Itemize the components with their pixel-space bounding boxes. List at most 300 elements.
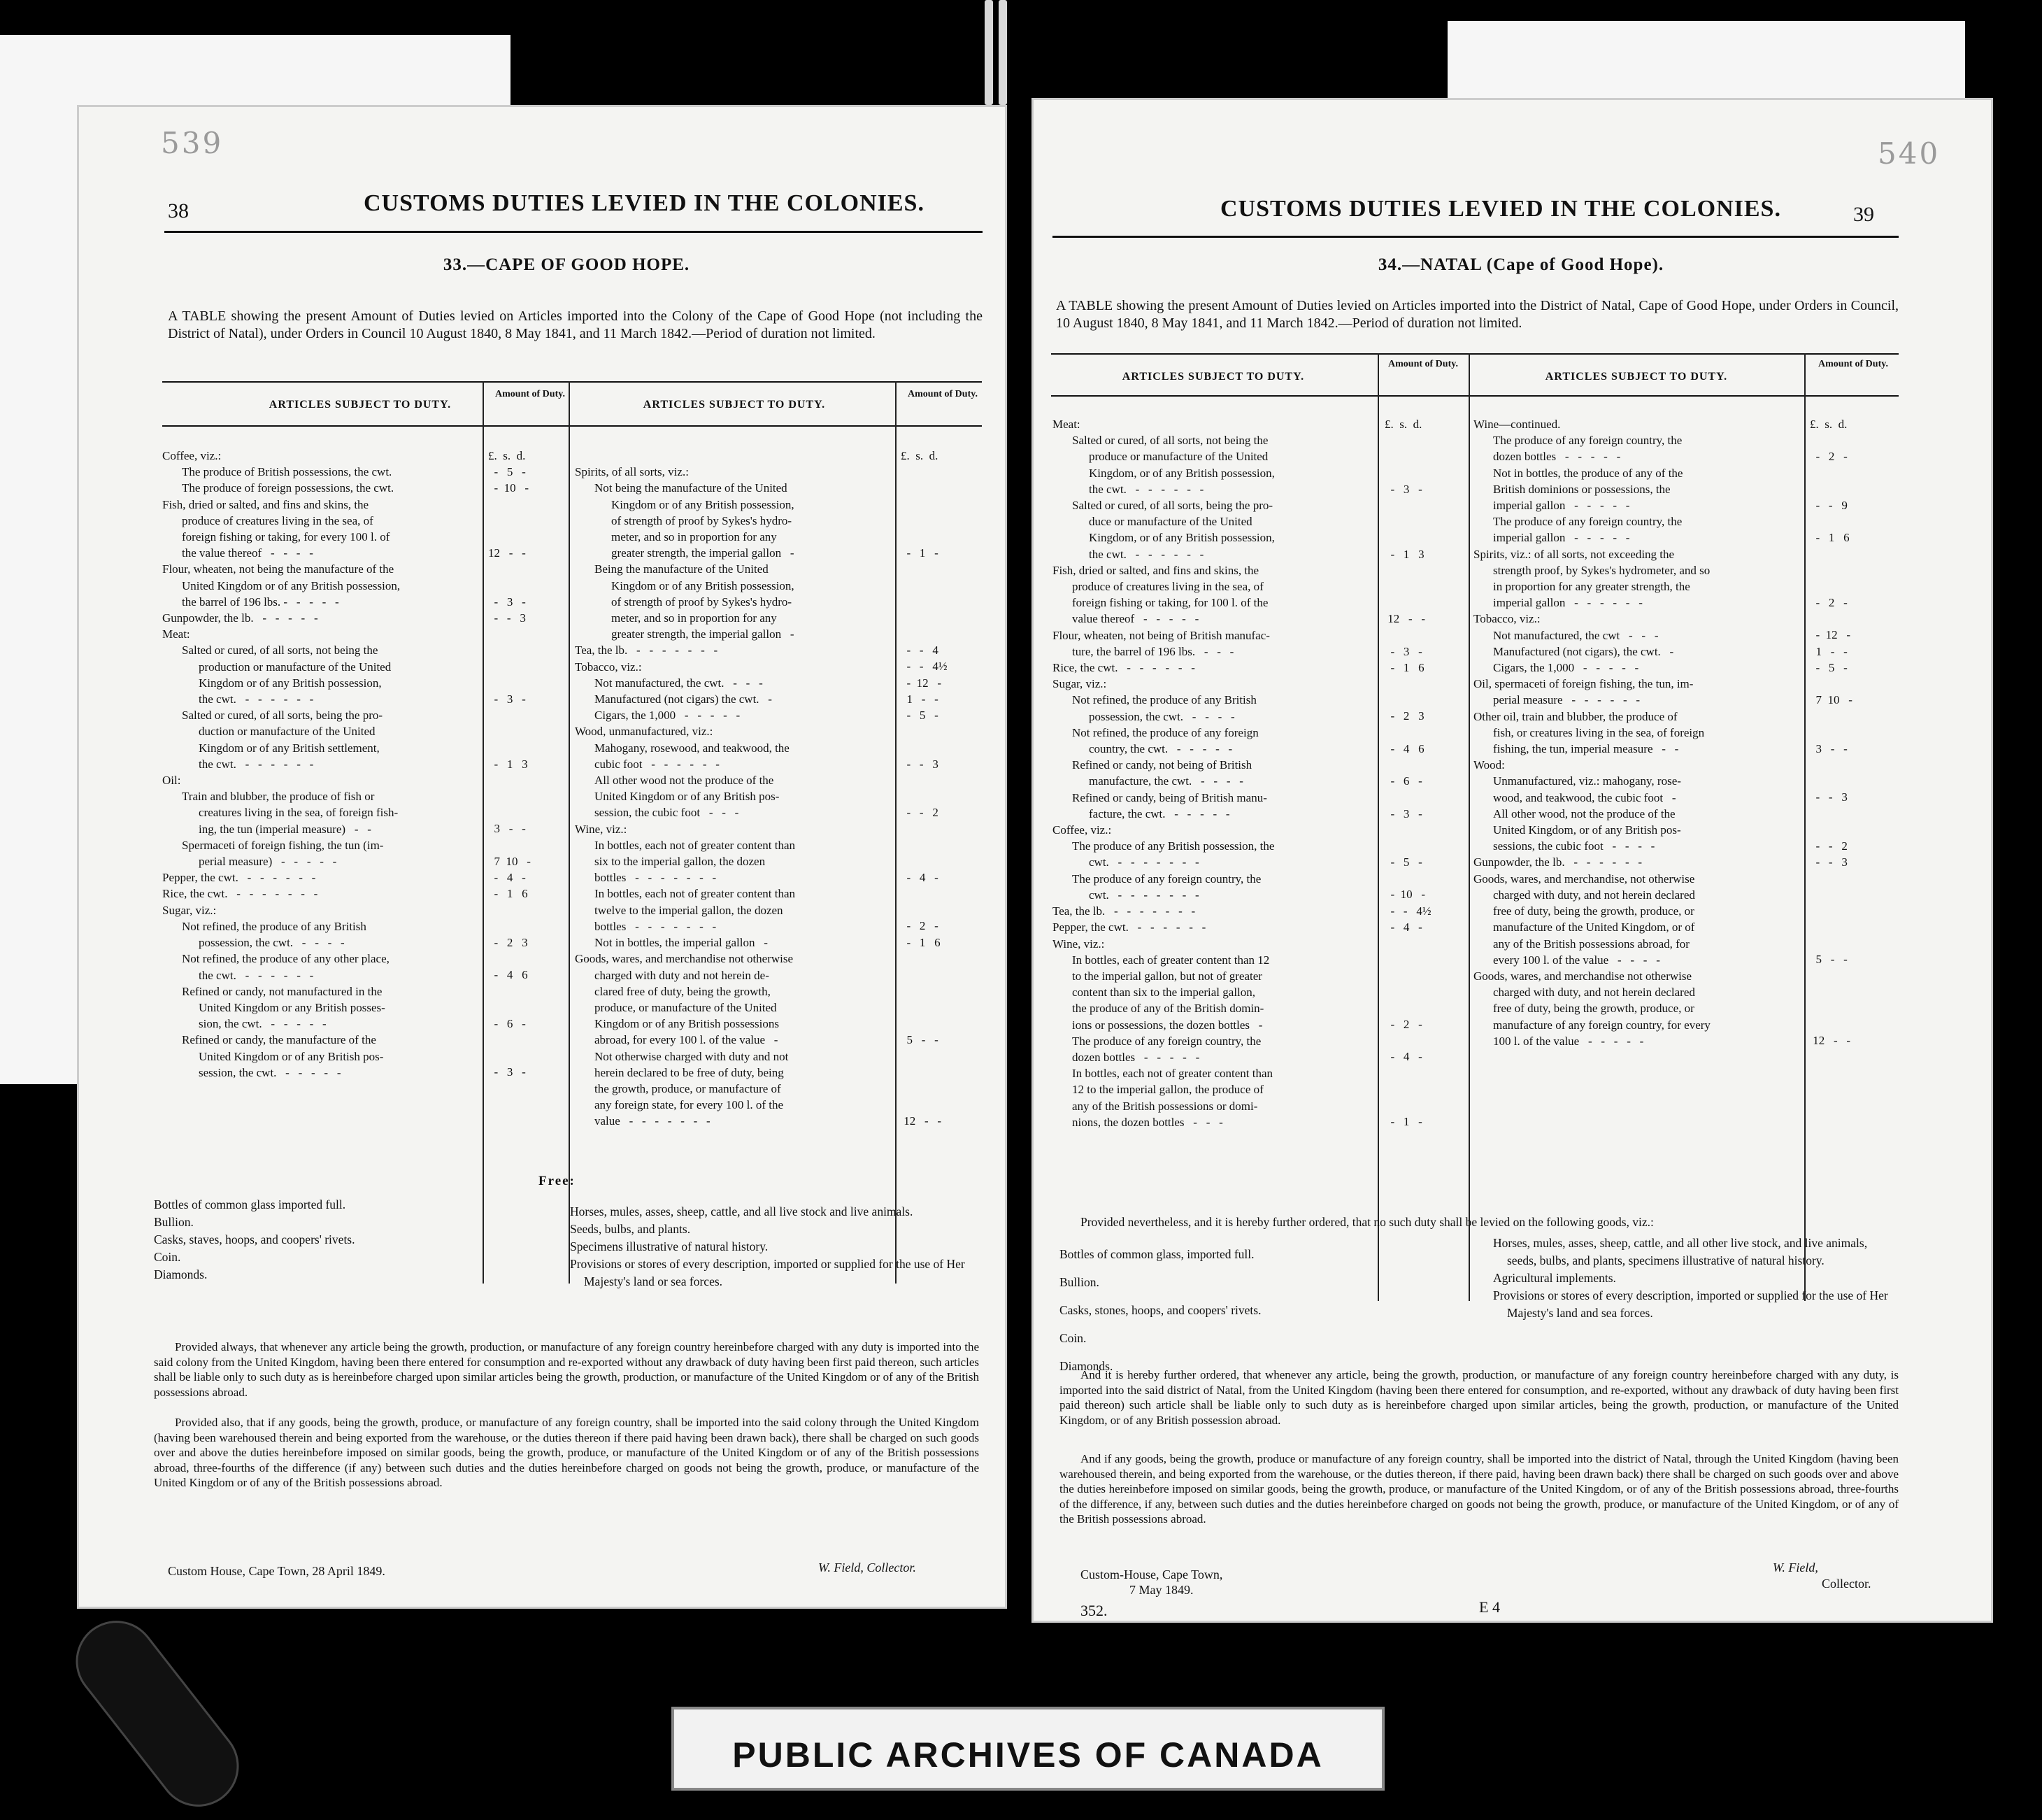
duty-amount: [1810, 1016, 1897, 1032]
table-entry: Oil, spermaceti of foreign fishing, the tun, im-: [1473, 677, 1694, 691]
table-entry: The produce of any foreign country, the: [1493, 434, 1683, 448]
table-entry: Coffee, viz.:: [1052, 823, 1112, 837]
amounts-list: [901, 448, 978, 1129]
table-entry: ture, the barrel of 196 lbs. - - -: [1072, 644, 1234, 658]
duty-amount: - 3 -: [488, 595, 526, 609]
table-entry: every 100 l. of the value - - - -: [1493, 953, 1660, 967]
table-entry: cwt. - - - - - - -: [1089, 855, 1199, 869]
table-entry: clared free of duty, being the growth,: [594, 984, 771, 998]
table-entry: Fish, dried or salted, and fins and skins, the: [1052, 563, 1259, 577]
duty-amount: [901, 529, 978, 545]
duty-amount: [1385, 465, 1465, 481]
duty-amount: [901, 1064, 978, 1080]
amounts-list: [1810, 416, 1897, 1048]
table-entry: Pepper, the cwt. - - - - - -: [1052, 920, 1206, 934]
free-list-right: [1493, 1235, 1899, 1322]
duty-amount: - 1 6: [1810, 531, 1850, 545]
table-entry: duce or manufacture of the United: [1089, 515, 1252, 529]
table-entry: six to the imperial gallon, the dozen: [594, 855, 766, 869]
duty-amount: [901, 902, 978, 918]
column-header-articles: ARTICLES SUBJECT TO DUTY.: [269, 399, 452, 411]
table-entry: Flour, wheaten, not being the manufacture of the: [162, 562, 394, 576]
table-entry: Rice, the cwt. - - - - - - -: [162, 887, 318, 901]
table-entry: any of the British possessions abroad, for: [1493, 937, 1690, 951]
preamble: A TABLE showing the present Amount of Duties levied on Articles imported into the Colony of the Cape of Good Hope (not including the District of Natal), under Orders in Council 10 August 1840, 8 May 1841, and 11 March 1842.—Period of duration not limited.: [168, 308, 983, 341]
table-entry: Manufactured (not cigars) the cwt. -: [594, 692, 772, 706]
duty-amount: [488, 999, 565, 1015]
duty-amount: [901, 853, 978, 869]
free-item: Provisions or stores of every description, imported or supplied for the use of Her Majesty's land and sea forces.: [1493, 1288, 1888, 1320]
duty-amount: [1810, 773, 1897, 789]
table-entry: in proportion for any greater strength, the: [1493, 580, 1690, 594]
duty-amount: 12 - -: [1385, 612, 1426, 626]
duty-amount: - 1 -: [1385, 1115, 1422, 1129]
duty-amount: [901, 886, 978, 902]
table-entry: Not manufactured, the cwt - - -: [1493, 628, 1659, 642]
table-entry: Goods, wares, and merchandise not otherwise: [1473, 969, 1692, 983]
table-entry: produce of creatures living in the sea, of: [182, 513, 373, 527]
table-entry: The produce of any British possession, the: [1072, 839, 1275, 853]
table-entry: charged with duty, and not herein declared: [1493, 888, 1695, 902]
head-rule: [1052, 236, 1899, 238]
duty-amount: [901, 464, 978, 480]
duty-amount: [1810, 465, 1897, 481]
duty-amount: [901, 837, 978, 853]
duty-amount: [1810, 546, 1897, 562]
table-entry: twelve to the imperial gallon, the dozen: [594, 903, 783, 917]
table-entry: perial measure) - - - - -: [199, 855, 337, 869]
articles-list: [1473, 416, 1801, 1049]
duty-amount: 5 - -: [901, 1032, 938, 1046]
duty-amount: [1385, 822, 1465, 838]
table-entry: United Kingdom or of any British pos-: [199, 1049, 384, 1063]
duty-amount: [1810, 757, 1897, 773]
duty-amount: [488, 804, 565, 820]
table-entry: possession, the cwt. - - - -: [1089, 709, 1235, 723]
provision-note: Provided also, that if any goods, being the growth, produce, or manufacture of any foreign country, shall be imported into the said colony through the United Kingdom (having been warehoused therein and being exported from the warehouse, or the duties thereon if there paid having been drawn back), there shall be charged on such goods over and above the duties hereinbefore imposed on similar goods, being the growth, produce, or manufacture of the United Kingdom or of any of the British possessions abroad, three-fourths of the difference (if any) between such duties and the duties hereinbefore charged on goods not being the growth, produce, or manufacture of the United Kingdom or of any of the British possessions abroad.: [154, 1416, 979, 1489]
duty-amount: [1385, 676, 1465, 692]
duty-amount: - 5 -: [1385, 855, 1422, 869]
duty-amount: - 3 -: [1385, 644, 1422, 658]
table-entry: produce, or manufacture of the United: [594, 1000, 777, 1014]
duty-amount: - 2 -: [1385, 1017, 1422, 1031]
table-entry: The produce of any foreign country, the: [1493, 515, 1683, 529]
duty-amount: - 4 -: [488, 870, 526, 884]
table-entry: sessions, the cubic foot - - - -: [1493, 839, 1655, 853]
archive-banner: [671, 1707, 1385, 1791]
duty-amount: - 1 6: [1385, 660, 1425, 674]
header-bottom-rule: [1051, 395, 1899, 397]
table-entry: ions or possessions, the dozen bottles -: [1072, 1018, 1263, 1032]
duty-amount: - 2 -: [901, 919, 938, 933]
duty-amount: - 4 6: [1385, 741, 1425, 755]
free-label: Free:: [538, 1174, 576, 1188]
table-entry: Mahogany, rosewood, and teakwood, the: [594, 741, 790, 755]
column-divider: [1804, 353, 1806, 1301]
duty-amount: [1810, 432, 1897, 448]
duty-amount: - - 4: [901, 644, 938, 657]
table-entry: Cigars, the 1,000 - - - - -: [594, 709, 741, 723]
duty-amount: [1385, 967, 1465, 983]
free-item: Casks, staves, hoops, and coopers' rivets.: [154, 1232, 355, 1246]
archive-banner-text: PUBLIC ARCHIVES OF CANADA: [732, 1735, 1324, 1775]
articles-list: [1052, 416, 1374, 1130]
table-entry: Salted or cured, of all sorts, being the pro-: [182, 709, 383, 723]
table-entry: Wine, viz.:: [575, 822, 627, 836]
duty-amount: [1810, 578, 1897, 595]
duty-amount: [488, 739, 565, 755]
table-entry: Coffee, viz.:: [162, 449, 222, 462]
table-entry: imperial gallon - - - - -: [1493, 499, 1630, 513]
duty-amount: [901, 820, 978, 837]
signature-title: Collector.: [1822, 1577, 1871, 1591]
duty-amount: 12 - -: [901, 1114, 942, 1128]
table-entry: Sugar, viz.:: [1052, 677, 1107, 691]
table-entry: greater strength, the imperial gallon -: [611, 627, 794, 641]
table-entry: In bottles, each of greater content than 12: [1072, 953, 1270, 967]
duty-amount: 12 - -: [488, 546, 526, 560]
table-entry: manufacture of any foreign country, for every: [1493, 1018, 1711, 1032]
amounts-list: [488, 448, 565, 1080]
free-item: Bullion.: [154, 1215, 194, 1229]
duty-amount: [1385, 789, 1465, 805]
duty-amount: [901, 626, 978, 642]
table-entry: Unmanufactured, viz.: mahogany, rose-: [1493, 774, 1681, 788]
table-entry: fish, or creatures living in the sea, of foreign: [1493, 725, 1705, 739]
duty-amount: £. s. d.: [1810, 418, 1848, 431]
table-entry: content than six to the imperial gallon,: [1072, 986, 1256, 1000]
column-header-articles: ARTICLES SUBJECT TO DUTY.: [1545, 371, 1728, 383]
duty-amount: £. s. d.: [488, 449, 526, 462]
table-entry: Refined or candy, being of British manu-: [1072, 790, 1267, 804]
duty-amount: £. s. d.: [1385, 418, 1422, 431]
table-entry: duction or manufacture of the United: [199, 725, 376, 739]
table-entry: any foreign state, for every 100 l. of the: [594, 1098, 784, 1112]
articles-list: [162, 448, 480, 1081]
table-entry: country, the cwt. - - - - -: [1089, 742, 1233, 756]
table-entry: creatures living in the sea, of foreign fish-: [199, 806, 399, 820]
table-entry: bottles - - - - - - -: [594, 871, 717, 885]
table-entry: [575, 448, 893, 464]
duty-amount: [488, 497, 565, 513]
page-number: 38: [168, 199, 189, 222]
table-entry: Meat:: [162, 627, 190, 641]
free-item: Seeds, bulbs, and plants.: [570, 1222, 691, 1236]
duty-amount: - 1 6: [901, 935, 941, 949]
column-divider: [569, 381, 570, 1284]
duty-amount: [488, 772, 565, 788]
duty-amount: [901, 772, 978, 788]
duty-amount: - 2 -: [1810, 596, 1848, 610]
table-entry: Rice, the cwt. - - - - - -: [1052, 661, 1195, 675]
table-entry: Tobacco, viz.:: [1473, 612, 1541, 626]
table-entry: Flour, wheaten, not being of British manufac-: [1052, 628, 1270, 642]
duty-amount: - 10 -: [1385, 888, 1426, 902]
duty-amount: [1385, 1065, 1465, 1081]
free-item: Horses, mules, asses, sheep, cattle, and all other live stock, and live animals, seeds, bulbs, and plants, specimens illustrative of natural history.: [1493, 1236, 1868, 1267]
table-entry: Not refined, the produce of any British: [1072, 693, 1257, 707]
table-entry: Train and blubber, the produce of fish or: [182, 790, 375, 804]
table-entry: any of the British possessions or domi-: [1072, 1099, 1258, 1113]
duty-amount: [1385, 627, 1465, 643]
duty-amount: [488, 983, 565, 999]
duty-amount: - 1 -: [901, 546, 938, 560]
free-item: Coin.: [154, 1250, 181, 1264]
page-stamp: 539: [161, 126, 224, 160]
duty-amount: - 10 -: [488, 481, 529, 495]
duty-amount: [488, 578, 565, 594]
free-list-left: [154, 1196, 517, 1284]
table-entry: strength proof, by Sykes's hydrometer, and so: [1493, 563, 1711, 577]
table-entry: greater strength, the imperial gallon -: [611, 546, 794, 560]
duty-amount: [901, 788, 978, 804]
table-entry: Tea, the lb. - - - - - - -: [575, 644, 718, 657]
table-entry: of strength of proof by Sykes's hydro-: [611, 595, 792, 609]
duty-amount: [1385, 984, 1465, 1000]
column-header-amount: Amount of Duty.: [1388, 359, 1458, 369]
section-title: 34.—NATAL (Cape of Good Hope).: [1378, 255, 1664, 274]
table-entry: nions, the dozen bottles - - -: [1072, 1115, 1223, 1129]
table-entry: United Kingdom or of any British possession,: [182, 578, 401, 592]
duty-amount: 7 10 -: [1810, 693, 1852, 707]
duty-amount: [1385, 529, 1465, 546]
table-entry: produce of creatures living in the sea, of: [1072, 580, 1264, 594]
duty-amount: 7 10 -: [488, 854, 531, 868]
articles-list: [575, 448, 893, 1130]
duty-amount: 3 - -: [488, 822, 526, 836]
table-entry: the cwt. - - - - - -: [199, 757, 314, 771]
duty-amount: - 2 -: [1810, 450, 1848, 464]
duty-amount: [1810, 1000, 1897, 1016]
table-entry: free of duty, being the growth, produce, or: [1493, 1002, 1694, 1016]
table-entry: Cigars, the 1,000 - - - - -: [1493, 661, 1639, 675]
duty-amount: [488, 788, 565, 804]
free-item: Provisions or stores of every description, imported or supplied for the use of Her Majesty's land or sea forces.: [570, 1257, 965, 1288]
duty-amount: [488, 951, 565, 967]
column-divider: [483, 381, 484, 1284]
duty-amount: [1385, 595, 1465, 611]
table-entry: Refined or candy, not manufactured in the: [182, 984, 383, 998]
provision-note: And it is hereby further ordered, that whenever any article, being the growth, production, or manufacture of any foreign country hereinbefore charged with any duty, is imported into the said district of Natal, from the United Kingdom (having been there entered for consumption, and re-exported, without any drawback of duty having been first paid thereon) such article shall be liable only to such duty as is hereinbefore charged upon similar articles, being the growth, production, or manufacture of the United Kingdom, or of any British possession abroad.: [1059, 1368, 1899, 1427]
duty-amount: [1810, 919, 1897, 935]
header-bottom-rule: [162, 425, 982, 427]
table-entry: to the imperial gallon, but not of greater: [1072, 969, 1262, 983]
column-divider: [1378, 353, 1379, 1301]
duty-amount: [488, 707, 565, 723]
duty-amount: £. s. d.: [901, 449, 938, 462]
duty-amount: - 2 3: [1385, 709, 1425, 723]
table-entry: dozen bottles - - - - -: [1493, 450, 1621, 464]
duty-amount: [1385, 951, 1465, 967]
duty-amount: - 3 -: [1385, 806, 1422, 820]
duty-amount: - - 2: [901, 806, 938, 820]
table-entry: ing, the tun (imperial measure) - -: [199, 822, 371, 836]
table-entry: Tea, the lb. - - - - - - -: [1052, 904, 1196, 918]
duty-amount: [488, 675, 565, 691]
table-entry: perial measure - - - - - -: [1493, 693, 1641, 707]
table-entry: facture, the cwt. - - - - -: [1089, 806, 1230, 820]
table-entry: session, the cwt. - - - - -: [199, 1065, 341, 1079]
duty-amount: [1385, 870, 1465, 886]
table-entry: the growth, produce, or manufacture of: [594, 1081, 781, 1095]
duty-amount: [901, 983, 978, 999]
table-top-rule: [162, 381, 982, 383]
signature-date: 7 May 1849.: [1129, 1583, 1194, 1597]
duty-amount: [901, 739, 978, 755]
table-entry: Pepper, the cwt. - - - - - -: [162, 871, 316, 885]
duty-amount: [901, 1048, 978, 1064]
duty-amount: - 5 -: [901, 709, 938, 722]
table-entry: The produce of foreign possessions, the cwt.: [182, 481, 394, 495]
duty-amount: [1385, 1032, 1465, 1048]
table-entry: United Kingdom, or of any British pos-: [1493, 823, 1681, 837]
duty-amount: [1810, 725, 1897, 741]
table-entry: Manufactured (not cigars), the cwt. -: [1493, 644, 1674, 658]
duty-amount: [901, 594, 978, 610]
table-entry: Salted or cured, of all sorts, not being the: [182, 644, 378, 657]
duty-amount: [1385, 432, 1465, 448]
signature-place: Custom-House, Cape Town,: [1080, 1567, 1223, 1581]
free-item: Coin.: [1059, 1331, 1087, 1345]
duty-amount: [1385, 448, 1465, 464]
table-entry: Kingdom, or of any British possession,: [1089, 531, 1275, 545]
table-entry: value thereof - - - - -: [1072, 612, 1199, 626]
table-entry: Not in bottles, the produce of any of the: [1493, 466, 1683, 480]
table-entry: Not in bottles, the imperial gallon -: [594, 936, 768, 950]
duty-amount: [1810, 708, 1897, 724]
duty-amount: [488, 918, 565, 934]
duty-amount: [1810, 984, 1897, 1000]
duty-amount: [1810, 886, 1897, 902]
free-list-left: [1059, 1240, 1451, 1380]
duty-amount: [488, 626, 565, 642]
duty-amount: [901, 999, 978, 1015]
table-entry: Not refined, the produce of any foreign: [1072, 725, 1259, 739]
duty-amount: [901, 967, 978, 983]
table-entry: 100 l. of the value - - - - -: [1493, 1034, 1644, 1048]
table-entry: Kingdom, or of any British possession,: [1089, 466, 1275, 480]
table-entry: Not otherwise charged with duty and not: [594, 1049, 789, 1063]
table-entry: the cwt. - - - - - -: [1089, 482, 1204, 496]
duty-amount: - - 3: [901, 757, 938, 771]
duty-amount: [1810, 611, 1897, 627]
duty-amount: [488, 658, 565, 674]
duty-amount: - 4 -: [901, 870, 938, 884]
table-entry: wood, and teakwood, the cubic foot -: [1493, 790, 1676, 804]
table-entry: bottles - - - - - - -: [594, 919, 717, 933]
duty-amount: [1810, 870, 1897, 886]
table-entry: British dominions or possessions, the: [1493, 482, 1671, 496]
duty-amount: [1385, 1081, 1465, 1097]
duty-amount: - 5 -: [488, 465, 526, 479]
free-list-right: [570, 1203, 983, 1291]
column-header-articles: ARTICLES SUBJECT TO DUTY.: [643, 399, 826, 411]
table-entry: Meat:: [1052, 418, 1080, 431]
duty-amount: [1385, 1000, 1465, 1016]
table-entry: the cwt. - - - - - -: [199, 692, 314, 706]
duty-amount: [1385, 513, 1465, 529]
table-entry: Not manufactured, the cwt. - - -: [594, 676, 763, 690]
footer-signature-mark: E 4: [1479, 1598, 1500, 1616]
section-title: 33.—CAPE OF GOOD HOPE.: [443, 255, 690, 274]
duty-amount: - - 3: [1810, 855, 1848, 869]
duty-amount: [901, 1080, 978, 1096]
table-entry: Wood, unmanufactured, viz.:: [575, 725, 713, 739]
table-entry: cubic foot - - - - - -: [594, 757, 720, 771]
table-entry: sion, the cwt. - - - - -: [199, 1017, 327, 1031]
signature-place: Custom House, Cape Town, 28 April 1849.: [168, 1564, 385, 1578]
duty-amount: [488, 1032, 565, 1048]
table-entry: Salted or cured, of all sorts, not being the: [1072, 434, 1269, 448]
footer-number: 352.: [1080, 1602, 1108, 1619]
duty-amount: [1810, 903, 1897, 919]
table-entry: Being the manufacture of the United: [594, 562, 769, 576]
duty-amount: 1 - -: [1810, 644, 1848, 658]
column-header-amount: Amount of Duty.: [1818, 359, 1888, 369]
table-entry: cwt. - - - - - - -: [1089, 888, 1199, 902]
table-entry: All other wood not the produce of the: [594, 774, 774, 788]
duty-amount: [1810, 562, 1897, 578]
table-entry: Goods, wares, and merchandise not otherwise: [575, 952, 794, 966]
column-header-amount: Amount of Duty.: [495, 389, 565, 399]
duty-amount: - - 3: [1810, 790, 1848, 804]
duty-amount: 5 - -: [1810, 953, 1848, 967]
table-entry: Not refined, the produce of any other place,: [182, 952, 390, 966]
table-entry: foreign fishing or taking, for every 100 l. of: [182, 530, 390, 544]
table-entry: Not refined, the produce of any British: [182, 919, 366, 933]
duty-amount: - 12 -: [1810, 628, 1851, 642]
table-entry: The produce of British possessions, the cwt.: [182, 465, 392, 479]
left-page: [77, 105, 1007, 1609]
provided-line: Provided nevertheless, and it is hereby further ordered, that no such duty shall be levied on the following goods, viz.:: [1080, 1215, 1654, 1229]
table-entry: Sugar, viz.:: [162, 903, 217, 917]
duty-amount: [1810, 806, 1897, 822]
table-entry: Spermaceti of foreign fishing, the tun (im-: [182, 838, 384, 852]
duty-amount: [901, 578, 978, 594]
column-divider: [895, 381, 897, 1284]
duty-amount: 1 - -: [901, 692, 938, 706]
table-entry: charged with duty and not herein de-: [594, 968, 769, 982]
provision-note: And if any goods, being the growth, produce or manufacture of any foreign country, shall be imported into the district of Natal, through the United Kingdom (having been warehoused therein, and being exported from the warehouse, or the duties thereon, if there paid, having been drawn back) there shall be charged on such goods over and above the duties hereinbefore imposed on similar goods, being the growth, produce, or manufacture of the United Kingdom, or of any of the British possessions abroad, three-fourths of the difference, if any, between such duties and the duties hereinbefore charged on goods not being the growth, produce, or manufacture of the United Kingdom, or of any of the British possessions abroad.: [1059, 1452, 1899, 1526]
duty-amount: [1385, 562, 1465, 578]
free-item: Diamonds.: [154, 1267, 208, 1281]
duty-amount: - 1 3: [1385, 547, 1425, 561]
table-entry: In bottles, each not of greater content than: [594, 887, 795, 901]
duty-amount: 3 - -: [1810, 741, 1848, 755]
duty-amount: [901, 480, 978, 496]
table-entry: Salted or cured, of all sorts, being the pro-: [1072, 499, 1273, 513]
duty-amount: - 1 3: [488, 757, 528, 771]
running-head: CUSTOMS DUTIES LEVIED IN THE COLONIES.: [1220, 196, 1781, 222]
duty-amount: [488, 642, 565, 658]
table-entry: meter, and so in proportion for any: [611, 611, 777, 625]
table-entry: Not being the manufacture of the United: [594, 481, 787, 495]
duty-amount: - - 3: [488, 611, 526, 625]
duty-amount: [901, 497, 978, 513]
table-entry: Spirits, viz.: of all sorts, not exceeding the: [1473, 547, 1675, 561]
duty-amount: [901, 610, 978, 626]
table-entry: Wine, viz.:: [1052, 937, 1105, 951]
duty-amount: - 3 -: [1385, 482, 1422, 496]
duty-amount: [1385, 725, 1465, 741]
table-entry: Gunpowder, the lb. - - - - - -: [1473, 855, 1643, 869]
free-item: Agricultural implements.: [1493, 1271, 1616, 1285]
table-entry: manufacture, the cwt. - - - -: [1089, 774, 1243, 788]
duty-amount: - 6 -: [488, 1016, 526, 1030]
table-entry: the cwt. - - - - - -: [1089, 547, 1204, 561]
duty-amount: [1385, 1097, 1465, 1114]
duty-amount: [488, 723, 565, 739]
